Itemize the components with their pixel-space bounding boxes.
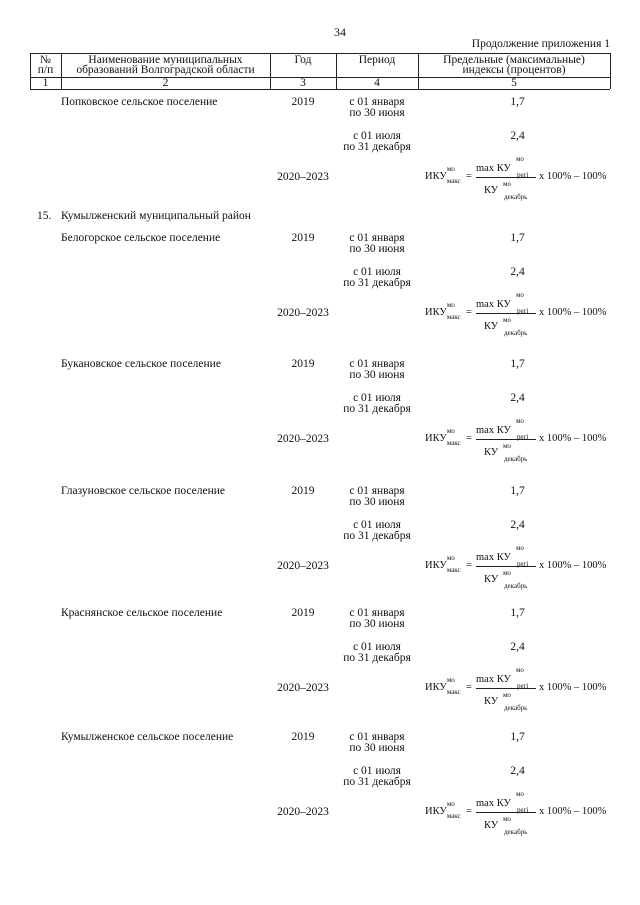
period-first: с 01 января по 30 июня <box>349 485 405 508</box>
col-index-4: 4 <box>374 77 380 89</box>
settlement-name: Глазуновское сельское поселение <box>61 485 226 497</box>
index-formula: ИКУ мо макс = мо max КУ регi мо КУ декабрь x 100% – 100% <box>425 666 607 712</box>
formula-fraction-bar <box>476 812 536 813</box>
formula-tail: x 100% – 100% <box>539 806 607 817</box>
year-first: 2019 <box>291 485 315 497</box>
settlement-name: Попковское сельское поселение <box>61 96 218 108</box>
table-row <box>0 732 640 852</box>
index-value-second: 2,4 <box>510 641 525 653</box>
formula-equals: = <box>466 171 472 182</box>
formula-equals: = <box>466 682 472 693</box>
formula-equals: = <box>466 806 472 817</box>
year-range: 2020–2023 <box>277 433 329 445</box>
col-index-2: 2 <box>162 77 169 89</box>
index-formula: ИКУ мо макс = мо max КУ регi мо КУ декабрь x 100% – 100% <box>425 544 607 590</box>
formula-lhs: ИКУ мо макс <box>425 676 461 696</box>
page-number: 34 <box>334 25 346 39</box>
formula-tail: x 100% – 100% <box>539 171 607 182</box>
period-second: с 01 июля по 31 декабря <box>343 392 411 415</box>
settlement-name: Кумылженское сельское поселение <box>61 731 234 743</box>
settlement-name: Белогорское сельское поселение <box>61 232 221 244</box>
formula-lhs: ИКУ мо макс <box>425 427 461 447</box>
period-second: с 01 июля по 31 декабря <box>343 130 411 153</box>
formula-tail: x 100% – 100% <box>539 307 607 318</box>
year-range: 2020–2023 <box>277 682 329 694</box>
year-first: 2019 <box>291 731 315 743</box>
index-value-second: 2,4 <box>510 266 525 278</box>
index-formula: ИКУ мо макс = мо max КУ регi мо КУ декабрь x 100% – 100% <box>425 155 607 201</box>
period-second: с 01 июля по 31 декабря <box>343 266 411 289</box>
continuation-label: Продолжение приложения 1 <box>471 38 610 50</box>
index-formula: ИКУ мо макс = мо max КУ регi мо КУ декабрь x 100% – 100% <box>425 790 607 836</box>
index-value-second: 2,4 <box>510 765 525 777</box>
formula-fraction-bar <box>476 566 536 567</box>
district-name: Кумылженский муниципальный район <box>61 210 251 222</box>
period-second: с 01 июля по 31 декабря <box>343 641 411 664</box>
formula-lhs: ИКУ мо макс <box>425 554 461 574</box>
index-value-first: 1,7 <box>510 358 525 370</box>
formula-fraction-bar <box>476 177 536 178</box>
year-range: 2020–2023 <box>277 307 329 319</box>
col-header-year: Год <box>294 54 312 66</box>
table-row <box>0 233 640 353</box>
year-range: 2020–2023 <box>277 806 329 818</box>
index-value-first: 1,7 <box>510 232 525 244</box>
table-row <box>0 97 640 217</box>
period-first: с 01 января по 30 июня <box>349 96 405 119</box>
col-divider <box>610 53 611 89</box>
index-value-first: 1,7 <box>510 96 525 108</box>
table-row <box>0 608 640 728</box>
table-row <box>0 359 640 479</box>
formula-equals: = <box>466 560 472 571</box>
table-row <box>0 486 640 606</box>
formula-lhs: ИКУ мо макс <box>425 800 461 820</box>
col-index-3: 3 <box>300 77 306 89</box>
index-value-first: 1,7 <box>510 607 525 619</box>
index-value-second: 2,4 <box>510 519 525 531</box>
year-range: 2020–2023 <box>277 171 329 183</box>
formula-tail: x 100% – 100% <box>539 433 607 444</box>
formula-tail: x 100% – 100% <box>539 682 607 693</box>
index-formula: ИКУ мо макс = мо max КУ регi мо КУ декабрь x 100% – 100% <box>425 417 607 463</box>
col-index-5: 5 <box>511 77 517 89</box>
district-number: 15. <box>37 210 52 222</box>
index-value-first: 1,7 <box>510 731 525 743</box>
year-first: 2019 <box>291 358 315 370</box>
year-first: 2019 <box>291 96 315 108</box>
col-header-name: Наименование муниципальных образований Волгоградской области <box>76 54 255 76</box>
col-header-index: Предельные (максимальные) индексы (процентов) <box>443 54 585 76</box>
index-value-second: 2,4 <box>510 392 525 404</box>
period-first: с 01 января по 30 июня <box>349 232 405 255</box>
settlement-name: Букановское сельское поселение <box>61 358 221 370</box>
formula-fraction-bar <box>476 439 536 440</box>
formula-fraction-bar <box>476 688 536 689</box>
col-header-period: Период <box>358 54 396 66</box>
index-value-first: 1,7 <box>510 485 525 497</box>
year-first: 2019 <box>291 607 315 619</box>
formula-tail: x 100% – 100% <box>539 560 607 571</box>
formula-lhs: ИКУ мо макс <box>425 301 461 321</box>
period-second: с 01 июля по 31 декабря <box>343 519 411 542</box>
settlement-name: Краснянское сельское поселение <box>61 607 223 619</box>
period-first: с 01 января по 30 июня <box>349 358 405 381</box>
index-value-second: 2,4 <box>510 130 525 142</box>
formula-lhs: ИКУ мо макс <box>425 165 461 185</box>
period-first: с 01 января по 30 июня <box>349 607 405 630</box>
formula-fraction-bar <box>476 313 536 314</box>
period-second: с 01 июля по 31 декабря <box>343 765 411 788</box>
col-header-number: № п/п <box>37 54 54 76</box>
index-formula: ИКУ мо макс = мо max КУ регi мо КУ декабрь x 100% – 100% <box>425 291 607 337</box>
header-bottom-rule <box>30 89 610 90</box>
year-first: 2019 <box>291 232 315 244</box>
col-index-1: 1 <box>42 77 49 89</box>
year-range: 2020–2023 <box>277 560 329 572</box>
period-first: с 01 января по 30 июня <box>349 731 405 754</box>
formula-equals: = <box>466 307 472 318</box>
formula-equals: = <box>466 433 472 444</box>
